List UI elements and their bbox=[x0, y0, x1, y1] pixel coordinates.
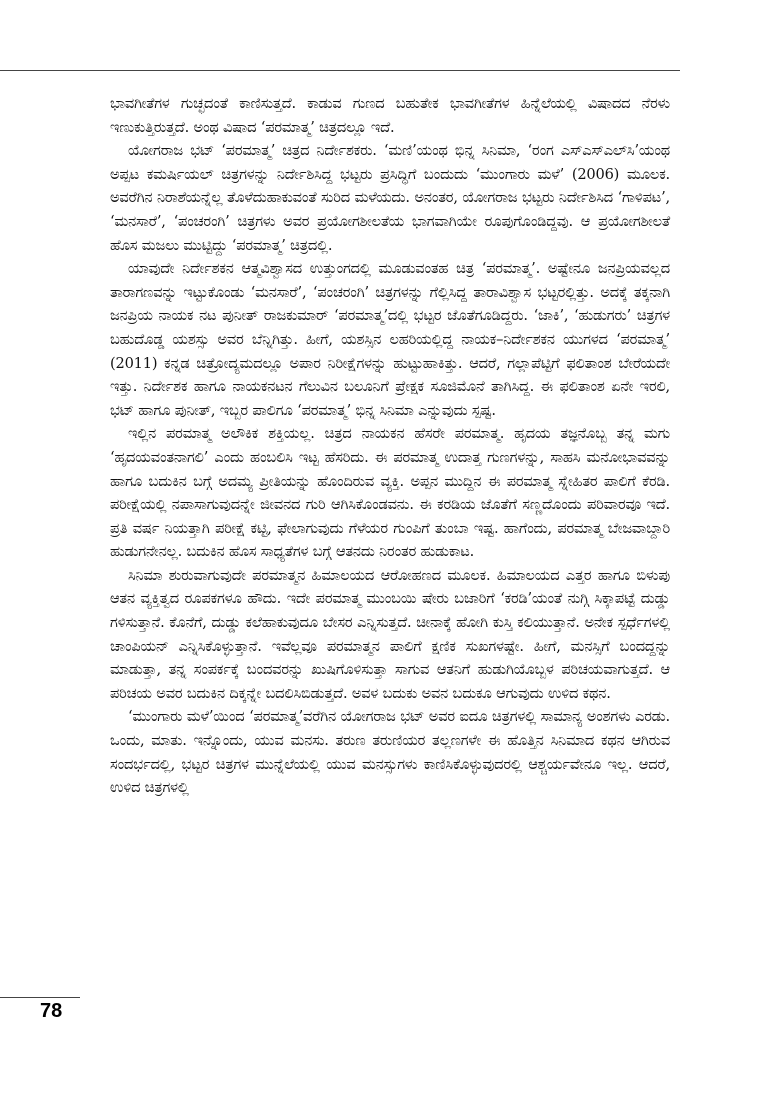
header-rule bbox=[0, 70, 680, 71]
paragraph: ಯಾವುದೇ ನಿರ್ದೇಶಕನ ಆತ್ಮವಿಶ್ವಾಸದ ಉತ್ತುಂಗದಲ್ಲಿ ಮೂಡುವಂತಹ ಚಿತ್ರ ‘ಪರಮಾತ್ಮ’. ಅಷ್ಟೇನೂ ಜನಪ್ರಿಯವಲ್ಲದ ತಾರಾಗಣವನ್ನು ಇಟ್ಟುಕೊಂಡು ‘ಮನಸಾರೆ’, ‘ಪಂಚರಂಗಿ’ ಚಿತ್ರಗಳನ್ನು ಗೆಲ್ಲಿಸಿದ್ದ ತಾರಾವಿಶ್ವಾಸ ಭಟ್ಟರಲ್ಲಿತ್ತು. ಅದಕ್ಕೆ ತಕ್ಕನಾಗಿ ಜನಪ್ರಿಯ ನಾಯಕ ನಟ ಪುನೀತ್ ರಾಜಕುಮಾರ್ ‘ಪರಮಾತ್ಮ’ದಲ್ಲಿ ಭಟ್ಟರ ಜೊತೆಗೂಡಿದ್ದರು. ‘ಜಾಕಿ’, ‘ಹುಡುಗರು’ ಚಿತ್ರಗಳ ಬಹುದೊಡ್ಡ ಯಶಸ್ಸು ಅವರ ಬೆನ್ನಿಗಿತ್ತು. ಹೀಗೆ, ಯಶಸ್ಸಿನ ಲಹರಿಯಲ್ಲಿದ್ದ ನಾಯಕ–ನಿರ್ದೇಶಕನ ಯುಗಳದ ‘ಪರಮಾತ್ಮ’ (2011) ಕನ್ನಡ ಚಿತ್ರೋದ್ಯಮದಲ್ಲೂ ಅಪಾರ ನಿರೀಕ್ಷೆಗಳನ್ನು ಹುಟ್ಟುಹಾಕಿತ್ತು. ಆದರೆ, ಗಲ್ಲಾಪೆಟ್ಟಿಗೆ ಫಲಿತಾಂಶ ಬೇರೆಯದೇ ಇತ್ತು. ನಿರ್ದೇಶಕ ಹಾಗೂ ನಾಯಕನಟನ ಗೆಲುವಿನ ಬಲೂನಿಗೆ ಪ್ರೇಕ್ಷಕ ಸೂಜಿಮೊನೆ ತಾಗಿಸಿದ್ದ. ಈ ಫಲಿತಾಂಶ ಏನೇ ಇರಲಿ, ಭಟ್ ಹಾಗೂ ಪುನೀತ್, ಇಬ್ಬರ ಪಾಲಿಗೂ ‘ಪರಮಾತ್ಮ’ ಭಿನ್ನ ಸಿನಿಮಾ ಎನ್ನುವುದು ಸ್ಪಷ್ಟ. bbox=[110, 260, 670, 419]
paragraph: ಸಿನಿಮಾ ಶುರುವಾಗುವುದೇ ಪರಮಾತ್ಮನ ಹಿಮಾಲಯದ ಆರೋಹಣದ ಮೂಲಕ. ಹಿಮಾಲಯದ ಎತ್ತರ ಹಾಗೂ ಬಿಳುಪು ಆತನ ವ್ಯಕ್ತಿತ್ವದ ರೂಪಕಗಳೂ ಹೌದು. ಇದೇ ಪರಮಾತ್ಮ ಮುಂಬಯಿ ಷೇರು ಬಜಾರಿಗೆ ‘ಕರಡಿ’ಯಂತೆ ನುಗ್ಗಿ ಸಿಕ್ಕಾಪಟ್ಟೆ ದುಡ್ಡು ಗಳಿಸುತ್ತಾನೆ. ಕೊನೆಗೆ, ದುಡ್ಡು ಕಲೆಹಾಕುವುದೂ ಬೇಸರ ಎನ್ನಿಸುತ್ತದೆ. ಚೀನಾಕ್ಕೆ ಹೋಗಿ ಕುಸ್ತಿ ಕಲಿಯುತ್ತಾನೆ. ಅನೇಕ ಸ್ಪರ್ಧೆಗಳಲ್ಲಿ ಚಾಂಪಿಯನ್ ಎನ್ನಿಸಿಕೊಳ್ಳುತ್ತಾನೆ. ಇವೆಲ್ಲವೂ ಪರಮಾತ್ಮನ ಪಾಲಿಗೆ ಕ್ಷಣಿಕ ಸುಖಗಳಷ್ಟೇ. ಹೀಗೆ, ಮನಸ್ಸಿಗೆ ಬಂದದ್ದನ್ನು ಮಾಡುತ್ತಾ, ತನ್ನ ಸಂಪರ್ಕಕ್ಕೆ ಬಂದವರನ್ನು ಖುಷಿಗೊಳಿಸುತ್ತಾ ಸಾಗುವ ಆತನಿಗೆ ಹುಡುಗಿಯೊಬ್ಬಳ ಪರಿಚಯವಾಗುತ್ತದೆ. ಆ ಪರಿಚಯ ಅವರ ಬದುಕಿನ ದಿಕ್ಕನ್ನೇ ಬದಲಿಸಿಬಿಡುತ್ತದೆ. ಅವಳ ಬದುಕು ಅವನ ಬದುಕೂ ಆಗುವುದು ಉಳಿದ ಕಥನ. bbox=[110, 566, 670, 702]
paragraph: ಇಲ್ಲಿನ ಪರಮಾತ್ಮ ಅಲೌಕಿಕ ಶಕ್ತಿಯಲ್ಲ. ಚಿತ್ರದ ನಾಯಕನ ಹೆಸರೇ ಪರಮಾತ್ಮ. ಹೃದಯ ತಜ್ಞನೊಬ್ಬ ತನ್ನ ಮಗು ‘ಹೃದಯವಂತನಾಗಲಿ’ ಎಂದು ಹಂಬಲಿಸಿ ಇಟ್ಟ ಹೆಸರಿದು. ಈ ಪರಮಾತ್ಮ ಉದಾತ್ತ ಗುಣಗಳನ್ನು, ಸಾಹಸಿ ಮನೋಭಾವವನ್ನು ಹಾಗೂ ಬದುಕಿನ ಬಗ್ಗೆ ಅದಮ್ಯ ಪ್ರೀತಿಯನ್ನು ಹೊಂದಿರುವ ವ್ಯಕ್ತಿ. ಅಪ್ಪನ ಮುದ್ದಿನ ಈ ಪರಮಾತ್ಮ ಸ್ನೇಹಿತರ ಪಾಲಿಗೆ ಕೆರಡಿ. ಪರೀಕ್ಷೆಯಲ್ಲಿ ನಪಾಸಾಗುವುದನ್ನೇ ಜೀವನದ ಗುರಿ ಆಗಿಸಿಕೊಂಡವನು. ಈ ಕರಡಿಯ ಜೊತೆಗೆ ಸಣ್ಣದೊಂದು ಪರಿವಾರವೂ ಇದೆ. ಪ್ರತಿ ವರ್ಷ ನಿಯತ್ತಾಗಿ ಪರೀಕ್ಷೆ ಕಟ್ಟಿ, ಫೇಲಾಗುವುದು ಗೆಳೆಯರ ಗುಂಪಿಗೆ ತುಂಬಾ ಇಷ್ಟ. ಹಾಗೆಂದು, ಪರಮಾತ್ಮ ಬೇಜವಾಬ್ದಾರಿ ಹುಡುಗನೇನಲ್ಲ. ಬದುಕಿನ ಹೊಸ ಸಾಧ್ಯತೆಗಳ ಬಗ್ಗೆ ಆತನದು ನಿರಂತರ ಹುಡುಕಾಟ. bbox=[110, 425, 670, 561]
footer-rule bbox=[0, 997, 80, 998]
paragraph: ಭಾವಗೀತೆಗಳ ಗುಚ್ಛದಂತೆ ಕಾಣಿಸುತ್ತದೆ. ಕಾಡುವ ಗುಣದ ಬಹುತೇಕ ಭಾವಗೀತೆಗಳ ಹಿನ್ನೆಲೆಯಲ್ಲಿ ವಿಷಾದದ ನೆರಳು ಇಣುಕುತ್ತಿರುತ್ತದೆ. ಅಂಥ ವಿಷಾದ ‘ಪರಮಾತ್ಮ’ ಚಿತ್ರದಲ್ಲೂ ಇದೆ. bbox=[110, 95, 670, 136]
page-number: 78 bbox=[40, 1000, 63, 1022]
paragraph: ‘ಮುಂಗಾರು ಮಳೆ’ಯಿಂದ ‘ಪರಮಾತ್ಮ’ವರೆಗಿನ ಯೋಗರಾಜ ಭಟ್ ಅವರ ಐದೂ ಚಿತ್ರಗಳಲ್ಲಿ ಸಾಮಾನ್ಯ ಅಂಶಗಳು ಎರಡು. ಒಂದು, ಮಾತು. ಇನ್ನೊಂದು, ಯುವ ಮನಸು. ತರುಣ ತರುಣಿಯರ ತಲ್ಲಣಗಳೇ ಈ ಹೊತ್ತಿನ ಸಿನಿಮಾದ ಕಥನ ಆಗಿರುವ ಸಂದರ್ಭದಲ್ಲಿ, ಭಟ್ಟರ ಚಿತ್ರಗಳ ಮುನ್ನೆಲೆಯಲ್ಲಿ ಯುವ ಮನಸ್ಸುಗಳು ಕಾಣಿಸಿಕೊಳ್ಳುವುದರಲ್ಲಿ ಆಶ್ಚರ್ಯವೇನೂ ಇಲ್ಲ. ಆದರೆ, ಉಳಿದ ಚಿತ್ರಗಳಲ್ಲಿ bbox=[110, 708, 670, 797]
paragraph: ಯೋಗರಾಜ ಭಟ್ ‘ಪರಮಾತ್ಮ’ ಚಿತ್ರದ ನಿರ್ದೇಶಕರು. ‘ಮಣಿ’ಯಂಥ ಭಿನ್ನ ಸಿನಿಮಾ, ‘ರಂಗ ಎಸ್‌ಎಸ್‌ಎಲ್‌ಸಿ’ಯಂಥ ಅಪ್ಪಟ ಕಮರ್ಷಿಯಲ್ ಚಿತ್ರಗಳನ್ನು ನಿರ್ದೇಶಿಸಿದ್ದ ಭಟ್ಟರು ಪ್ರಸಿದ್ಧಿಗೆ ಬಂದುದು ‘ಮುಂಗಾರು ಮಳೆ’ (2006) ಮೂಲಕ. ಅವರೆಗಿನ ನಿರಾಶೆಯನ್ನೆಲ್ಲ ತೊಳೆದುಹಾಕುವಂತೆ ಸುರಿದ ಮಳೆಯದು. ಅನಂತರ, ಯೋಗರಾಜ ಭಟ್ಟರು ನಿರ್ದೇಶಿಸಿದ ‘ಗಾಳಿಪಟ’, ‘ಮನಸಾರೆ’, ‘ಪಂಚರಂಗಿ’ ಚಿತ್ರಗಳು ಅವರ ಪ್ರಯೋಗಶೀಲತೆಯ ಭಾಗವಾಗಿಯೇ ರೂಪುಗೊಂಡಿದ್ದವು. ಆ ಪ್ರಯೋಗಶೀಲತೆ ಹೊಸ ಮಜಲು ಮುಟ್ಟಿದ್ದು ‘ಪರಮಾತ್ಮ’ ಚಿತ್ರದಲ್ಲಿ. bbox=[110, 142, 670, 254]
body-text bbox=[110, 92, 670, 800]
